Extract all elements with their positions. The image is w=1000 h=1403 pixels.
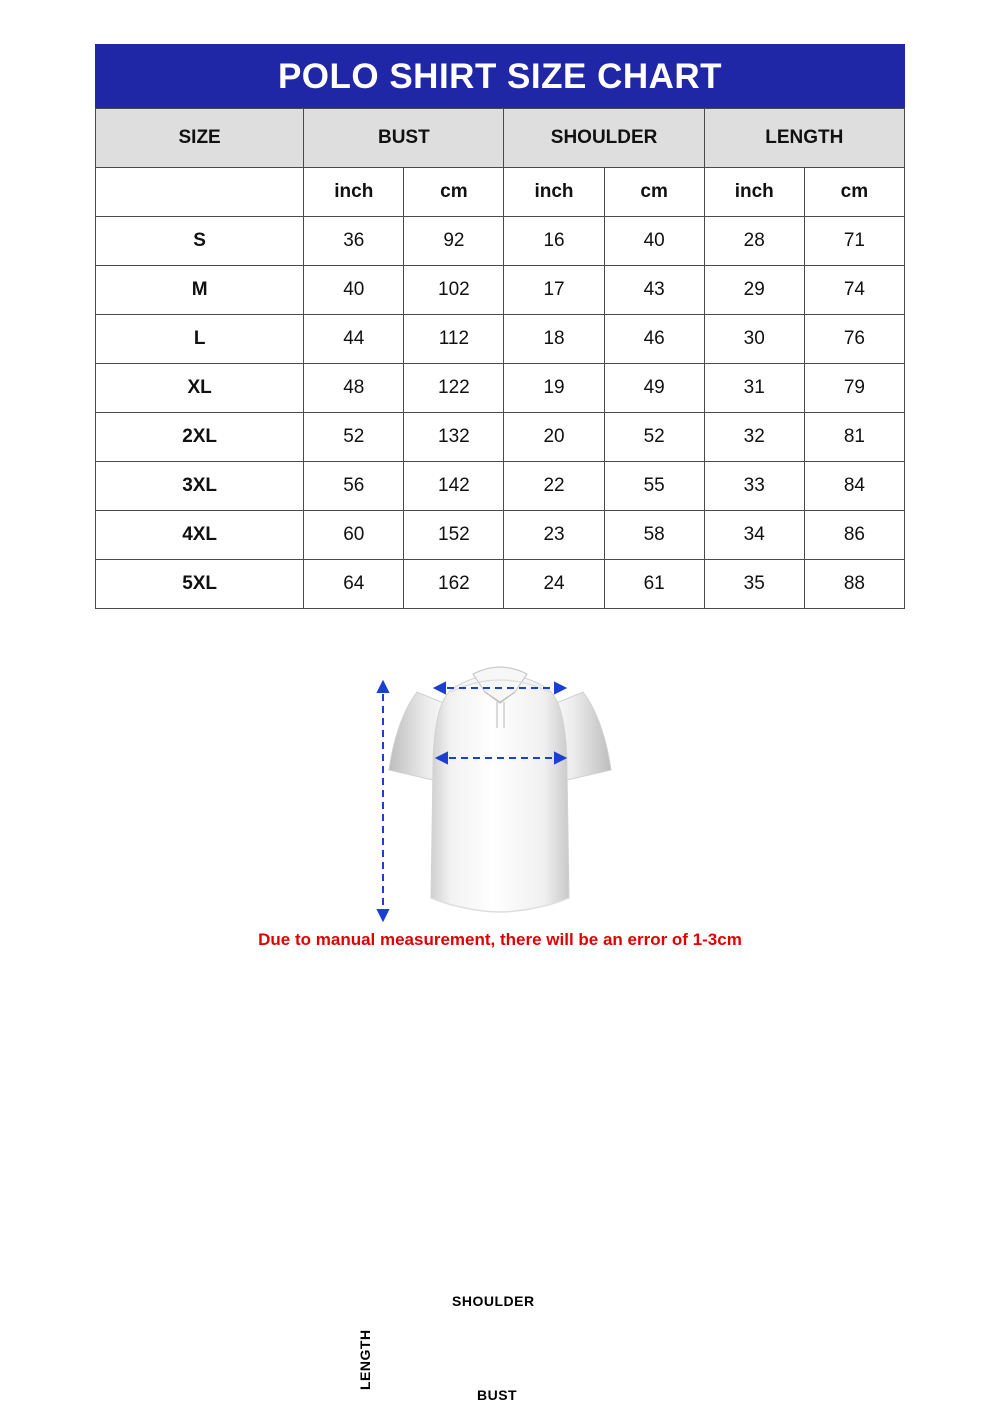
cell-size: M <box>96 266 304 315</box>
cell-length-inch: 33 <box>704 462 804 511</box>
measurement-diagram <box>0 630 1000 1403</box>
cell-bust-inch: 36 <box>304 217 404 266</box>
cell-bust-cm: 102 <box>404 266 504 315</box>
cell-bust-inch: 64 <box>304 560 404 609</box>
label-length: LENGTH <box>357 1329 373 1390</box>
cell-shoulder-inch: 19 <box>504 364 604 413</box>
table-unit-row <box>96 168 905 217</box>
cell-length-inch: 30 <box>704 315 804 364</box>
unit-cell-bust-cm: cm <box>404 168 504 217</box>
cell-shoulder-cm: 40 <box>604 217 704 266</box>
table-row <box>96 217 905 266</box>
cell-size: 5XL <box>96 560 304 609</box>
cell-bust-inch: 40 <box>304 266 404 315</box>
cell-shoulder-inch: 22 <box>504 462 604 511</box>
cell-length-cm: 76 <box>804 315 904 364</box>
cell-size: S <box>96 217 304 266</box>
label-bust: BUST <box>477 1387 518 1403</box>
cell-length-inch: 34 <box>704 511 804 560</box>
cell-shoulder-cm: 52 <box>604 413 704 462</box>
chart-title: POLO SHIRT SIZE CHART <box>95 44 905 108</box>
cell-length-inch: 29 <box>704 266 804 315</box>
cell-size: 4XL <box>96 511 304 560</box>
cell-length-cm: 79 <box>804 364 904 413</box>
cell-length-cm: 86 <box>804 511 904 560</box>
cell-length-cm: 74 <box>804 266 904 315</box>
table-row <box>96 266 905 315</box>
cell-size: 3XL <box>96 462 304 511</box>
polo-shirt-illustration <box>355 630 645 930</box>
cell-shoulder-inch: 20 <box>504 413 604 462</box>
table-row <box>96 462 905 511</box>
table-row <box>96 315 905 364</box>
cell-bust-inch: 44 <box>304 315 404 364</box>
unit-cell-shoulder-inch: inch <box>504 168 604 217</box>
size-chart-table <box>95 108 905 609</box>
cell-bust-inch: 60 <box>304 511 404 560</box>
cell-size: XL <box>96 364 304 413</box>
cell-length-inch: 31 <box>704 364 804 413</box>
header-bust: BUST <box>304 109 504 168</box>
unit-cell-length-cm: cm <box>804 168 904 217</box>
cell-bust-cm: 122 <box>404 364 504 413</box>
length-measure-line <box>378 682 388 920</box>
table-row <box>96 364 905 413</box>
cell-length-inch: 28 <box>704 217 804 266</box>
cell-shoulder-inch: 23 <box>504 511 604 560</box>
cell-shoulder-cm: 58 <box>604 511 704 560</box>
unit-cell-bust-inch: inch <box>304 168 404 217</box>
cell-length-cm: 84 <box>804 462 904 511</box>
cell-shoulder-inch: 16 <box>504 217 604 266</box>
cell-bust-cm: 112 <box>404 315 504 364</box>
cell-length-cm: 71 <box>804 217 904 266</box>
label-shoulder: SHOULDER <box>452 1293 535 1309</box>
cell-shoulder-inch: 17 <box>504 266 604 315</box>
unit-cell-length-inch: inch <box>704 168 804 217</box>
table-group-header-row <box>96 109 905 168</box>
cell-shoulder-inch: 18 <box>504 315 604 364</box>
cell-bust-cm: 162 <box>404 560 504 609</box>
cell-bust-cm: 152 <box>404 511 504 560</box>
measurement-note: Due to manual measurement, there will be an error of 1-3cm <box>258 930 742 949</box>
table-row <box>96 560 905 609</box>
cell-bust-cm: 132 <box>404 413 504 462</box>
cell-shoulder-cm: 61 <box>604 560 704 609</box>
header-length: LENGTH <box>704 109 904 168</box>
shirt-body <box>431 674 569 912</box>
table-row <box>96 511 905 560</box>
cell-length-cm: 81 <box>804 413 904 462</box>
header-size: SIZE <box>96 109 304 168</box>
unit-cell-blank <box>96 168 304 217</box>
cell-bust-inch: 52 <box>304 413 404 462</box>
cell-bust-inch: 48 <box>304 364 404 413</box>
cell-bust-cm: 92 <box>404 217 504 266</box>
cell-shoulder-inch: 24 <box>504 560 604 609</box>
cell-size: 2XL <box>96 413 304 462</box>
cell-shoulder-cm: 46 <box>604 315 704 364</box>
cell-size: L <box>96 315 304 364</box>
cell-length-cm: 88 <box>804 560 904 609</box>
cell-shoulder-cm: 43 <box>604 266 704 315</box>
cell-shoulder-cm: 55 <box>604 462 704 511</box>
cell-length-inch: 32 <box>704 413 804 462</box>
cell-bust-cm: 142 <box>404 462 504 511</box>
cell-bust-inch: 56 <box>304 462 404 511</box>
cell-length-inch: 35 <box>704 560 804 609</box>
unit-cell-shoulder-cm: cm <box>604 168 704 217</box>
cell-shoulder-cm: 49 <box>604 364 704 413</box>
header-shoulder: SHOULDER <box>504 109 704 168</box>
table-row <box>96 413 905 462</box>
size-chart-container <box>95 44 905 609</box>
